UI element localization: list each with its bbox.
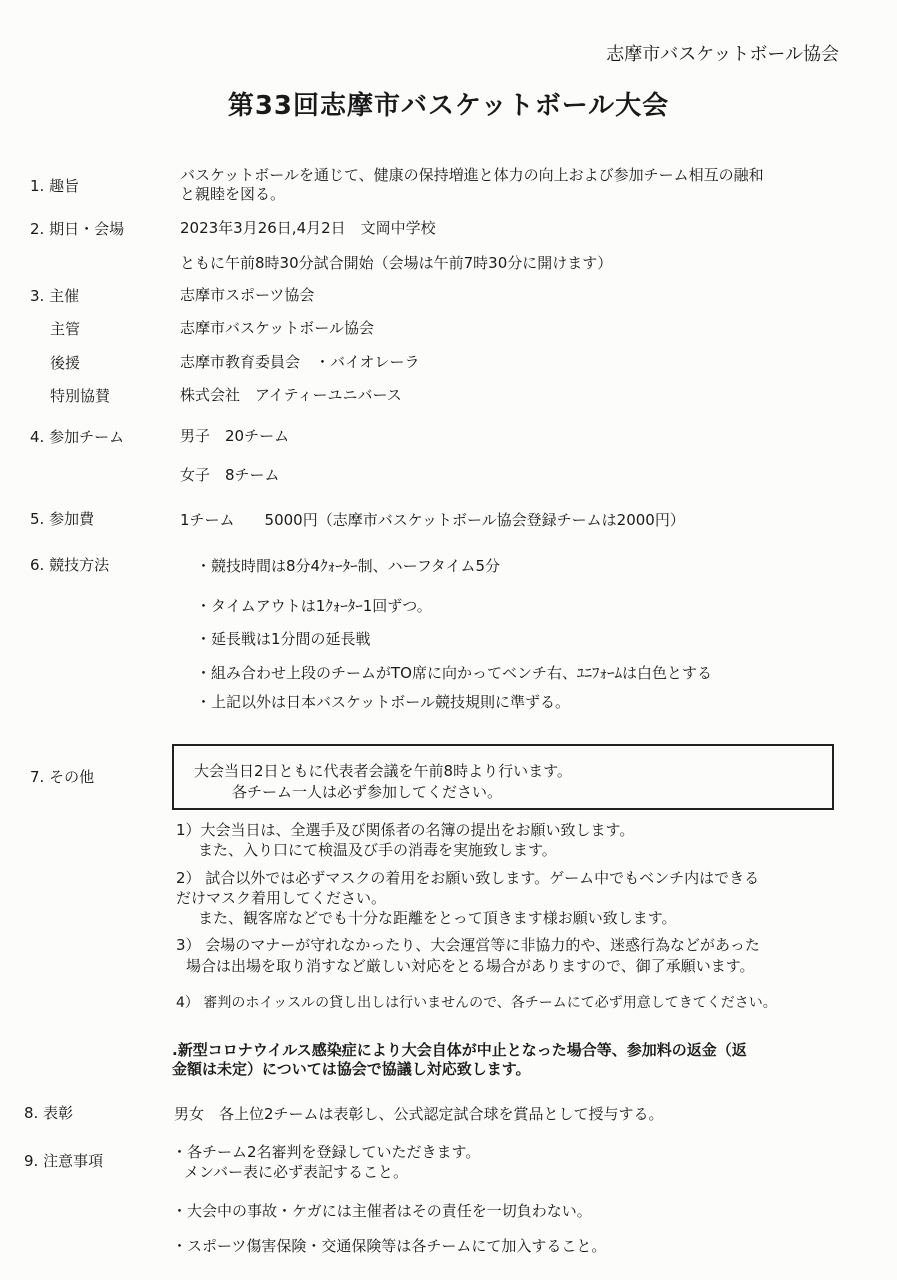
section-7-label: 7. その他	[30, 768, 95, 786]
section-9-item2: ・大会中の事故・ケガには主催者はその責任を一切負わない。	[172, 1202, 592, 1220]
notice-box-line1: 大会当日2日ともに代表者会議を午前8時より行います。	[194, 762, 572, 780]
section-2-line2: ともに午前8時30分試合開始（会場は午前7時30分に開けます）	[180, 254, 613, 272]
section-4-label: 4. 参加チーム	[30, 428, 125, 446]
section-4-boys: 男子 20チーム	[180, 427, 290, 445]
note-1-line1: 1）大会当日は、全選手及び関係者の名簿の提出をお願い致します。	[176, 821, 635, 839]
section-3-kan-label: 主管	[50, 320, 81, 338]
section-3-kan-value: 志摩市バスケットボール協会	[180, 319, 374, 337]
section-5-label: 5. 参加費	[30, 510, 95, 528]
note-2-line1: 2） 試合以外では必ずマスクの着用をお願い致します。ゲーム中でもベンチ内はできる	[176, 869, 760, 887]
section-9-item1-line2: メンバー表に必ず表記すること。	[184, 1163, 408, 1181]
section-4-girls: 女子 8チーム	[180, 466, 280, 484]
section-9-label: 9. 注意事項	[24, 1152, 104, 1170]
organization-name: 志摩市バスケットボール協会	[606, 44, 839, 65]
note-2-line3: また、観客席などでも十分な距離をとって頂きます様お願い致します。	[198, 909, 677, 927]
section-1-text-line2: と親睦を図る。	[180, 185, 286, 203]
notice-box	[172, 744, 834, 810]
section-3-tokubetsu-value: 株式会社 アイティーユニバース	[180, 386, 402, 404]
section-3-tokubetsu-label: 特別協賛	[50, 387, 111, 405]
section-1-text-line1: バスケットボールを通じて、健康の保持増進と体力の向上および参加チーム相互の融和	[180, 166, 764, 184]
page-title: 第33回志摩市バスケットボール大会	[227, 91, 670, 121]
note-3-line2: 場合は出場を取り消すなど厳しい対応をとる場合がありますので、御了承願います。	[186, 957, 755, 975]
note-3-line1: 3） 会場のマナーが守れなかったり、大会運営等に非協力的や、迷惑行為などがあった	[176, 936, 760, 954]
note-2-line2: だけマスク着用してください。	[176, 889, 387, 907]
section-9-item3: ・スポーツ傷害保険・交通保険等は各チームにて加入すること。	[172, 1237, 607, 1255]
section-6-item: ・組み合わせ上段のチームがTO席に向かってベンチ右、ﾕﾆﾌｫｰﾑは白色とする	[196, 664, 712, 682]
section-6-item: ・競技時間は8分4ｸｫｰﾀｰ制、ハーフタイム5分	[196, 557, 501, 575]
section-8-value: 男女 各上位2チームは表彰し、公式認定試合球を賞品として授与する。	[174, 1105, 664, 1123]
section-9-item1-line1: ・各チーム2名審判を登録していただきます。	[172, 1143, 481, 1161]
section-6-item: ・延長戦は1分間の延長戦	[196, 630, 371, 648]
section-1-label: 1. 趣旨	[30, 177, 80, 195]
section-3-label: 3. 主催	[30, 287, 80, 305]
section-2-line1: 2023年3月26日,4月2日 文岡中学校	[180, 219, 436, 237]
section-2-label: 2. 期日・会場	[30, 220, 125, 238]
section-5-value: 1チーム 5000円（志摩市バスケットボール協会登録チームは2000円）	[180, 511, 685, 529]
covid-notice-line2: 金額は未定）については協会で協議し対応致します。	[172, 1060, 531, 1078]
notice-box-line2: 各チーム一人は必ず参加してください。	[232, 783, 503, 801]
section-6-label: 6. 競技方法	[30, 556, 110, 574]
covid-notice-line1: .新型コロナウイルス感染症により大会自体が中止となった場合等、参加料の返金（返	[172, 1041, 747, 1059]
section-3-koen-label: 後援	[50, 354, 81, 372]
section-6-item: ・上記以外は日本バスケットボール競技規則に準ずる。	[196, 693, 570, 711]
section-8-label: 8. 表彰	[24, 1104, 74, 1122]
section-3-koen-value: 志摩市教育委員会 ・バイオレーラ	[180, 353, 420, 371]
note-4: 4） 審判のホイッスルの貸し出しは行いませんので、各チームにて必ず用意してきてください。	[176, 995, 777, 1011]
section-6-item: ・タイムアウトは1ｸｫｰﾀｰ1回ずつ。	[196, 597, 432, 615]
note-1-line2: また、入り口にて検温及び手の消毒を実施致します。	[198, 841, 557, 859]
section-3-value: 志摩市スポーツ協会	[180, 286, 315, 304]
